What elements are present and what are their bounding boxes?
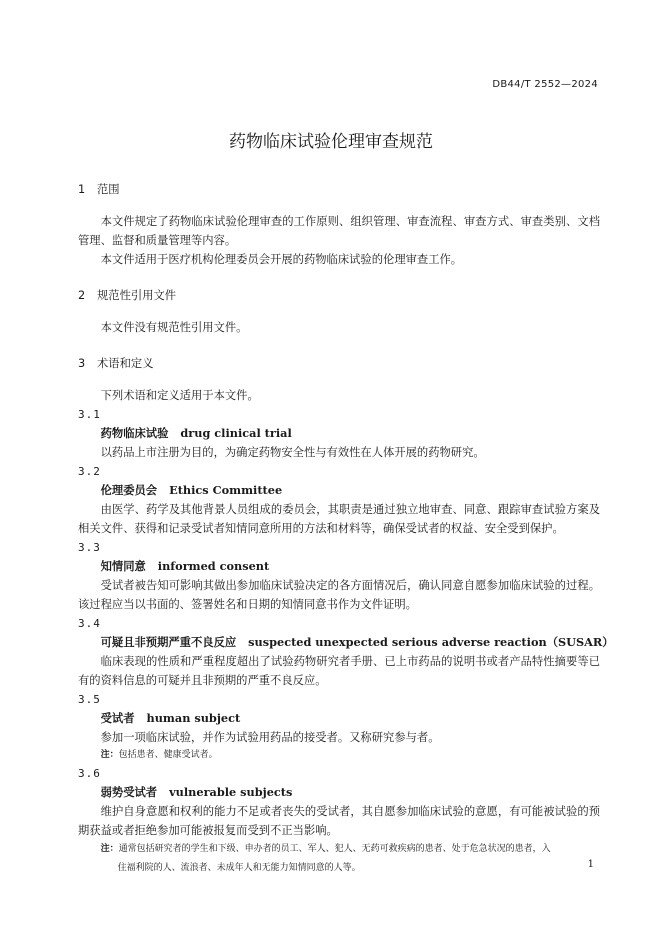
section-heading-scope: 1 范围 — [78, 183, 120, 196]
term-name: 受试者 human subject — [100, 711, 241, 725]
standard-code: DB44/T 2552—2024 — [492, 79, 598, 90]
references-paragraph: 本文件没有规范性引用文件。 — [100, 321, 248, 334]
term-name: 药物临床试验 drug clinical trial — [100, 426, 292, 440]
term-number: 3.2 — [78, 465, 101, 478]
document-body — [78, 180, 614, 878]
section-heading-normative-references: 2 规范性引用文件 — [78, 289, 177, 302]
term-definition: 以药品上市注册为目的，为确定药物安全性与有效性在人体开展的药物研究。 — [100, 446, 485, 459]
term-name: 知情同意 informed consent — [100, 559, 270, 573]
term-note: 注：通常包括研究者的学生和下级、申办者的员工、军人、犯人、无药可救疾病的患者、处于危急状况的患者，入 住福利院的人、流浪者、未成年人和无能力知情同意的人等。 — [100, 844, 551, 873]
term-number: 3.4 — [78, 617, 101, 630]
terms-intro: 下列术语和定义适用于本文件。 — [100, 389, 259, 402]
term-number: 3.1 — [78, 408, 101, 421]
term-number: 3.5 — [78, 693, 101, 706]
term-number: 3.3 — [78, 541, 101, 554]
scope-paragraph-1: 本文件规定了药物临床试验伦理审查的工作原则、组织管理、审查流程、审查方式、审查类别、文档管理、监督和质量管理等内容。 — [78, 215, 600, 247]
term-name: 弱势受试者 vulnerable subjects — [100, 785, 293, 799]
term-definition: 参加一项临床试验，并作为试验用药品的接受者。又称研究参与者。 — [100, 731, 440, 744]
term-number: 3.6 — [78, 767, 101, 780]
document-title: 药物临床试验伦理审查规范 — [229, 132, 433, 152]
term-definition: 受试者被告知可影响其做出参加临床试验决定的各方面情况后，确认同意自愿参加临床试验的过程。该过程应当以书面的、签署姓名和日期的知情同意书作为文件证明。 — [78, 579, 600, 611]
term-definition: 维护自身意愿和权利的能力不足或者丧失的受试者，其自愿参加临床试验的意愿，有可能被试验的预期获益或者拒绝参加可能被报复而受到不正当影响。 — [78, 805, 600, 837]
term-note: 注：包括患者、健康受试者。 — [100, 750, 218, 760]
section-heading-terms: 3 术语和定义 — [78, 357, 154, 370]
term-definition: 由医学、药学及其他背景人员组成的委员会，其职责是通过独立地审查、同意、跟踪审查试验方案及相关文件、获得和记录受试者知情同意所用的方法和材料等，确保受试者的权益、安全受到保护。 — [78, 503, 600, 535]
term-name: 可疑且非预期严重不良反应 suspected unexpected serious adverse reaction（SUSAR） — [100, 635, 614, 649]
page-number: 1 — [587, 859, 594, 870]
term-name: 伦理委员会 Ethics Committee — [100, 483, 283, 497]
scope-paragraph-2: 本文件适用于医疗机构伦理委员会开展的药物临床试验的伦理审查工作。 — [100, 253, 463, 266]
term-definition: 临床表现的性质和严重程度超出了试验药物研究者手册、已上市药品的说明书或者产品特性摘要等已有的资料信息的可疑并且非预期的严重不良反应。 — [78, 655, 600, 687]
